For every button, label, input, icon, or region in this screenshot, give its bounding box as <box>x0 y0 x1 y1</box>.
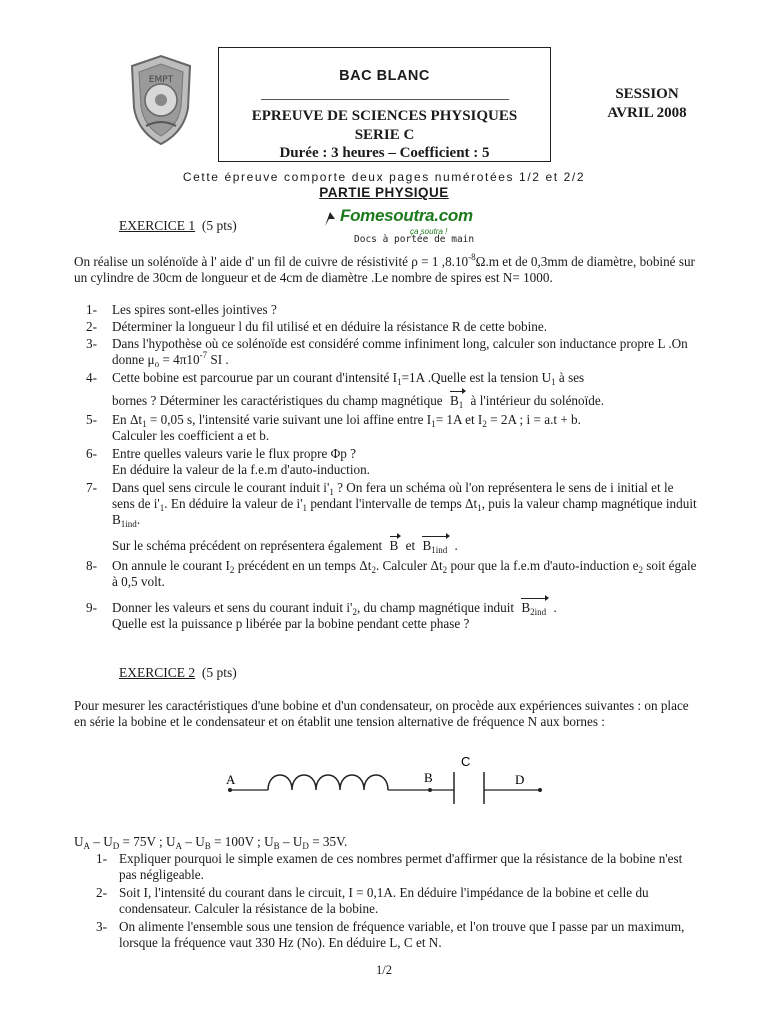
exam-subject: EPREUVE DE SCIENCES PHYSIQUES <box>251 108 518 124</box>
watermark-brand: Fomesoutra.com <box>340 206 473 225</box>
exercise-1-intro: On réalise un solénoïde à l' aide d' un fil de cuivre de résistivité ρ = 1 $,8.10^{-8}\Omega.m$ et de 0,3mm de diamètre, bobiné sur un cylindre de 30cm de longueur et de 4cm de diamètre .Le nombre de spires est N= 1000. <box>74 252 695 285</box>
watermark-tagline: ça soutra ! <box>410 227 448 236</box>
page-number: 1/2 <box>376 963 392 977</box>
svg-text:EMPT: EMPT <box>148 75 174 85</box>
node-b <box>428 788 432 792</box>
exercise-2-title <box>119 665 237 681</box>
exercise-2-points: (5 pts) <box>201 665 237 680</box>
watermark-logo <box>322 208 492 248</box>
exam-duration: Durée : 3 heures – Coefficient : 5 <box>279 145 490 161</box>
school-crest-icon <box>124 52 198 148</box>
pages-note: Cette épreuve comporte deux pages numérotées 1/2 et 2/2 <box>182 170 586 184</box>
label-a: A <box>226 772 236 787</box>
vector-b2ind: $B_{2ind}$ <box>521 600 547 617</box>
session-date: AVRIL 2008 <box>607 105 687 121</box>
voltage-values: $U_A - U_D = 75V$ ; $U_A - U_B = 100V$ ; $U_B - U_D = 35V$. <box>74 834 348 851</box>
exam-header-box <box>218 47 551 162</box>
vector-b1ind: $B_{1ind}$ <box>422 538 448 555</box>
exam-series: SERIE C <box>354 127 415 143</box>
watermark-subtitle: Docs à portée de main <box>354 234 475 245</box>
exercise-2-label: EXERCICE 2 <box>119 665 196 680</box>
header-divider <box>261 99 509 100</box>
exam-title: BAC BLANC <box>339 68 430 84</box>
label-c: C <box>461 754 471 769</box>
part-title: PARTIE PHYSIQUE <box>319 185 449 200</box>
label-b: B <box>424 770 433 785</box>
exercise-2-intro: Pour mesurer les caractéristiques d'une bobine et d'un condensateur, on procède aux expériences suivantes : on place en série la bobine et le condensateur et on établit une tension alternative de fréquence N aux bornes : <box>74 698 689 729</box>
inductor-coil <box>268 775 388 790</box>
exercise-1-label: EXERCICE 1 <box>119 218 196 233</box>
vector-b: B <box>389 538 399 553</box>
watermark-mark-icon <box>322 210 338 228</box>
session-info <box>594 85 700 123</box>
label-d: D <box>515 772 525 787</box>
exercise-1-points: (5 pts) <box>201 218 237 233</box>
node-d <box>538 788 542 792</box>
node-a <box>228 788 232 792</box>
vector-b1: $B_1$ <box>449 393 464 410</box>
session-label: SESSION <box>615 86 679 102</box>
circuit-diagram <box>222 748 542 808</box>
exercise-1-title <box>119 218 237 234</box>
